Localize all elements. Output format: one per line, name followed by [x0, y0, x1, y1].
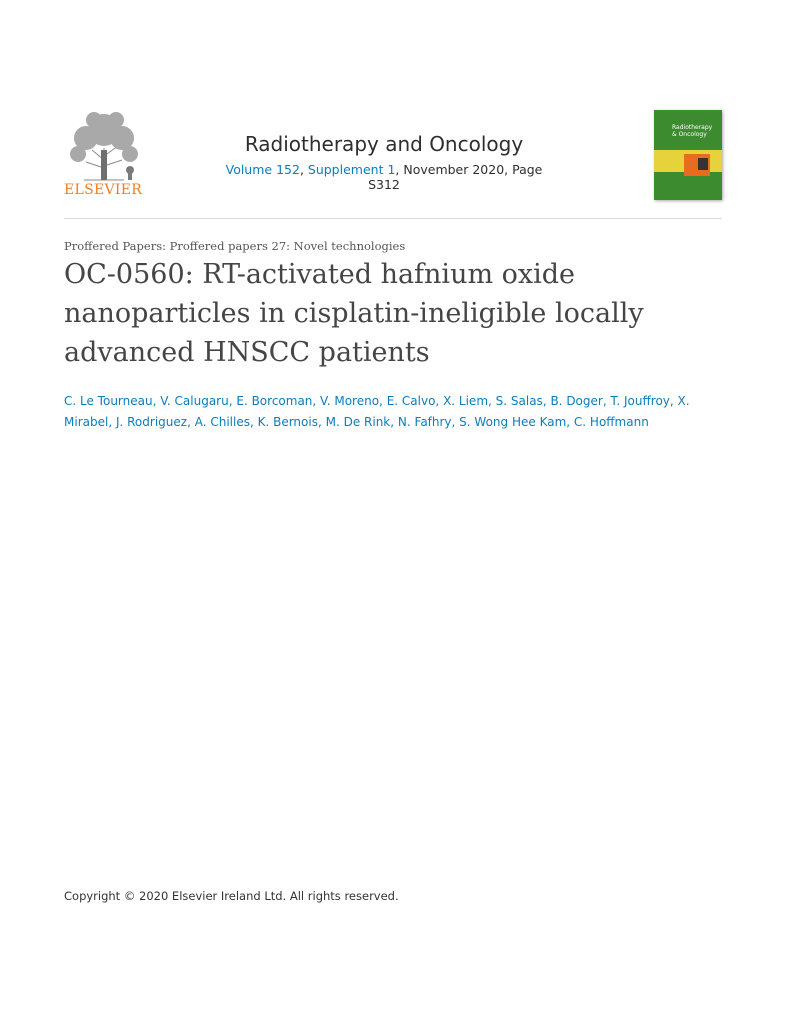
- cover-graphic-inner: [698, 158, 708, 170]
- author-link[interactable]: X. Mirabel: [64, 394, 690, 429]
- author-link[interactable]: V. Calugaru: [160, 394, 229, 408]
- issue-details: , November 2020, Page S312: [368, 162, 543, 192]
- author-link[interactable]: J. Rodriguez: [115, 415, 188, 429]
- author-link[interactable]: X. Liem: [443, 394, 489, 408]
- copyright-notice: Copyright © 2020 Elsevier Ireland Ltd. All rights reserved.: [64, 889, 399, 903]
- article-title: OC-0560: RT-activated hafnium oxide nanoparticles in cisplatin-ineligible locally advanced HNSCC patients: [64, 259, 644, 368]
- journal-issue: Volume 152, Supplement 1, November 2020, Page S312: [225, 162, 543, 192]
- author-link[interactable]: B. Doger: [550, 394, 603, 408]
- journal-cover[interactable]: [654, 110, 722, 200]
- journal-header: [64, 110, 722, 200]
- cover-title: Radiotherapy & Oncology: [672, 124, 713, 138]
- section-label: Proffered Papers: Proffered papers 27: Novel technologies: [64, 239, 406, 253]
- publisher-name: ELSEVIER: [64, 182, 143, 198]
- author-link[interactable]: E. Calvo: [386, 394, 436, 408]
- supplement-link[interactable]: Supplement 1: [307, 162, 396, 177]
- publisher-logo[interactable]: [64, 110, 144, 200]
- author-list: C. Le Tourneau, V. Calugaru, E. Borcoman, V. Moreno, E. Calvo, X. Liem, S. Salas, B. Doger, T. Jouffroy, X. Mirabel, J. Rodriguez, A. Chilles, K. Bernois, M. De Rink, N. Fafhry, S. Wong Hee Kam, C. Hoffmann: [64, 394, 690, 429]
- volume-link[interactable]: Volume 152: [225, 162, 300, 177]
- author-link[interactable]: S. Salas: [495, 394, 543, 408]
- author-link[interactable]: M. De Rink: [325, 415, 391, 429]
- tree-logo-icon: [64, 110, 144, 182]
- author-link[interactable]: S. Wong Hee Kam: [459, 415, 567, 429]
- author-link[interactable]: E. Borcoman: [236, 394, 313, 408]
- author-link[interactable]: V. Moreno: [320, 394, 380, 408]
- author-link[interactable]: A. Chilles: [194, 415, 250, 429]
- author-link[interactable]: N. Fafhry: [397, 415, 452, 429]
- header-divider: [64, 218, 722, 219]
- author-link[interactable]: C. Le Tourneau: [64, 394, 153, 408]
- journal-info: [214, 132, 554, 192]
- author-link[interactable]: T. Jouffroy: [610, 394, 670, 408]
- journal-title[interactable]: Radiotherapy and Oncology: [244, 132, 524, 156]
- author-link[interactable]: C. Hoffmann: [573, 415, 649, 429]
- author-link[interactable]: K. Bernois: [257, 415, 318, 429]
